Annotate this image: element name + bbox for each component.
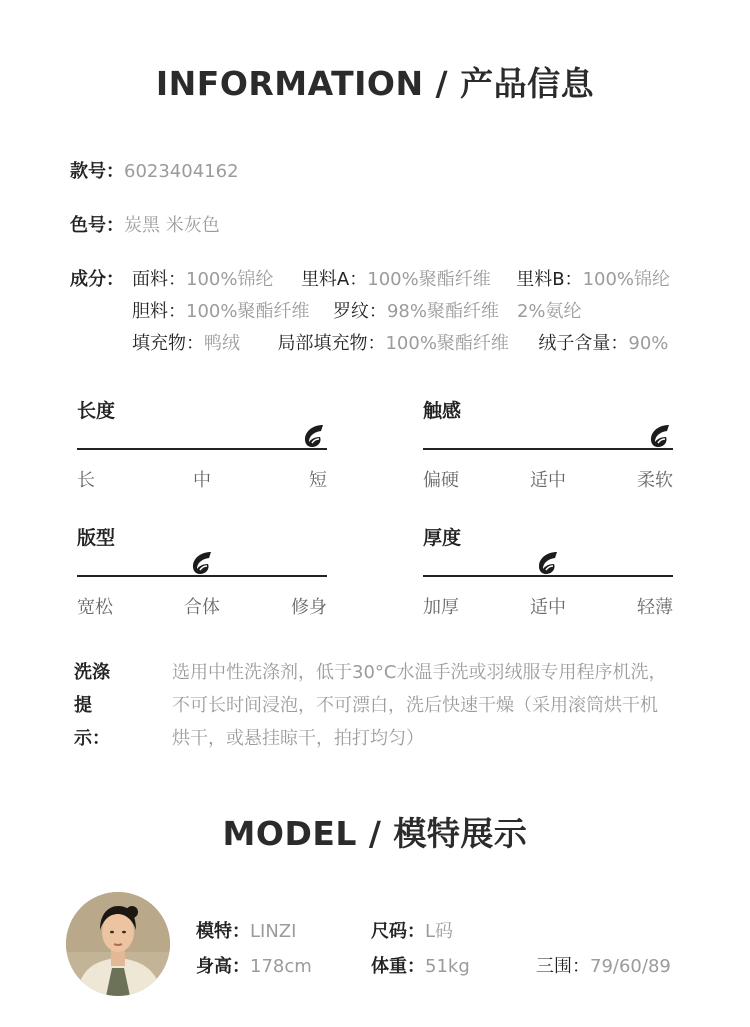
fit-gauge — [77, 523, 327, 618]
color-number-row — [70, 211, 220, 237]
model-name-value: LINZI — [250, 921, 297, 942]
length-gauge — [77, 396, 327, 491]
gauge-label-left: 加厚 — [423, 597, 459, 618]
gauge-title: 版型 — [77, 527, 116, 549]
style-number-row — [70, 157, 239, 183]
thickness-gauge — [423, 523, 673, 618]
gauge-label-middle: 适中 — [530, 470, 566, 491]
feather-icon — [189, 550, 215, 576]
texture-gauge — [423, 396, 673, 491]
feather-icon — [535, 550, 561, 576]
composition-row-2 — [132, 297, 582, 323]
composition-key: 里料A： — [300, 269, 368, 290]
composition-value: 鸭绒 — [204, 333, 240, 354]
gauge-label-right: 柔软 — [637, 470, 673, 491]
composition-row-1 — [132, 265, 670, 291]
model-weight-value: 51kg — [425, 956, 470, 977]
model-measurements-label: 三围： — [536, 956, 590, 977]
composition-key: 里料B： — [516, 269, 583, 290]
model-size-row — [371, 917, 453, 943]
composition-key: 填充物： — [132, 333, 204, 354]
model-weight-label: 体重： — [371, 956, 425, 977]
gauge-title: 长度 — [77, 400, 116, 422]
gauge-label-left: 偏硬 — [423, 470, 459, 491]
color-number-label: 色号： — [70, 215, 124, 236]
wash-line: 不可长时间浸泡，不可漂白，洗后快速干燥（采用滚筒烘干机 — [172, 695, 658, 716]
model-name-label: 模特： — [196, 921, 250, 942]
gauge-label-middle: 合体 — [184, 597, 220, 618]
wash-line: 烘干，或悬挂晾干，拍打均匀） — [172, 728, 424, 749]
wash-line: 选用中性洗涤剂，低于30°C水温手洗或羽绒服专用程序机洗， — [172, 662, 667, 683]
style-number-label: 款号： — [70, 161, 124, 182]
composition-value: 100%锦纶 — [582, 269, 671, 290]
composition-key: 罗纹： — [332, 301, 387, 322]
gauge-label-left: 宽松 — [77, 597, 113, 618]
style-number-value: 6023404162 — [124, 161, 239, 182]
feather-icon — [301, 423, 327, 449]
info-title: INFORMATION / 产品信息 — [155, 64, 595, 103]
composition-label: 成分： — [70, 269, 124, 290]
composition-value: 100%聚酯纤维 — [367, 269, 491, 290]
gauge-label-right: 修身 — [291, 597, 327, 618]
composition-value: 90% — [628, 333, 669, 354]
composition-key: 面料： — [132, 269, 186, 290]
composition-row-3 — [132, 329, 668, 355]
model-measurements-row — [536, 952, 671, 978]
gauge-track — [423, 448, 673, 450]
color-number-value: 炭黑 米灰色 — [124, 215, 220, 236]
model-name-row — [196, 917, 296, 943]
model-avatar — [66, 892, 170, 996]
model-height-row — [196, 952, 312, 978]
gauge-label-middle: 中 — [193, 470, 211, 491]
composition-key: 胆料： — [132, 301, 186, 322]
gauge-label-left: 长 — [77, 470, 95, 491]
composition-value: 100%锦纶 — [186, 269, 274, 290]
gauge-label-right: 短 — [309, 470, 327, 491]
feather-icon — [647, 423, 673, 449]
model-measurements-value: 79/60/89 — [590, 956, 671, 977]
gauge-label-right: 轻薄 — [637, 597, 673, 618]
model-size-value: L码 — [425, 921, 454, 942]
model-height-label: 身高： — [196, 956, 250, 977]
model-height-value: 178cm — [250, 956, 312, 977]
gauge-title: 触感 — [423, 400, 462, 422]
composition-label-row — [70, 265, 124, 291]
model-size-label: 尺码： — [371, 921, 425, 942]
gauge-track — [77, 448, 327, 450]
wash-label: 洗涤提示： — [74, 662, 110, 749]
model-weight-row — [371, 952, 470, 978]
composition-value: 98%聚酯纤维 2%氨纶 — [386, 301, 582, 322]
gauge-title: 厚度 — [423, 527, 462, 549]
composition-key: 绒子含量： — [538, 333, 629, 354]
composition-value: 100%聚酯纤维 — [186, 301, 310, 322]
composition-key: 局部填充物： — [277, 333, 386, 354]
composition-value: 100%聚酯纤维 — [385, 333, 509, 354]
model-title: MODEL / 模特展示 — [222, 814, 528, 853]
gauge-label-middle: 适中 — [530, 597, 566, 618]
